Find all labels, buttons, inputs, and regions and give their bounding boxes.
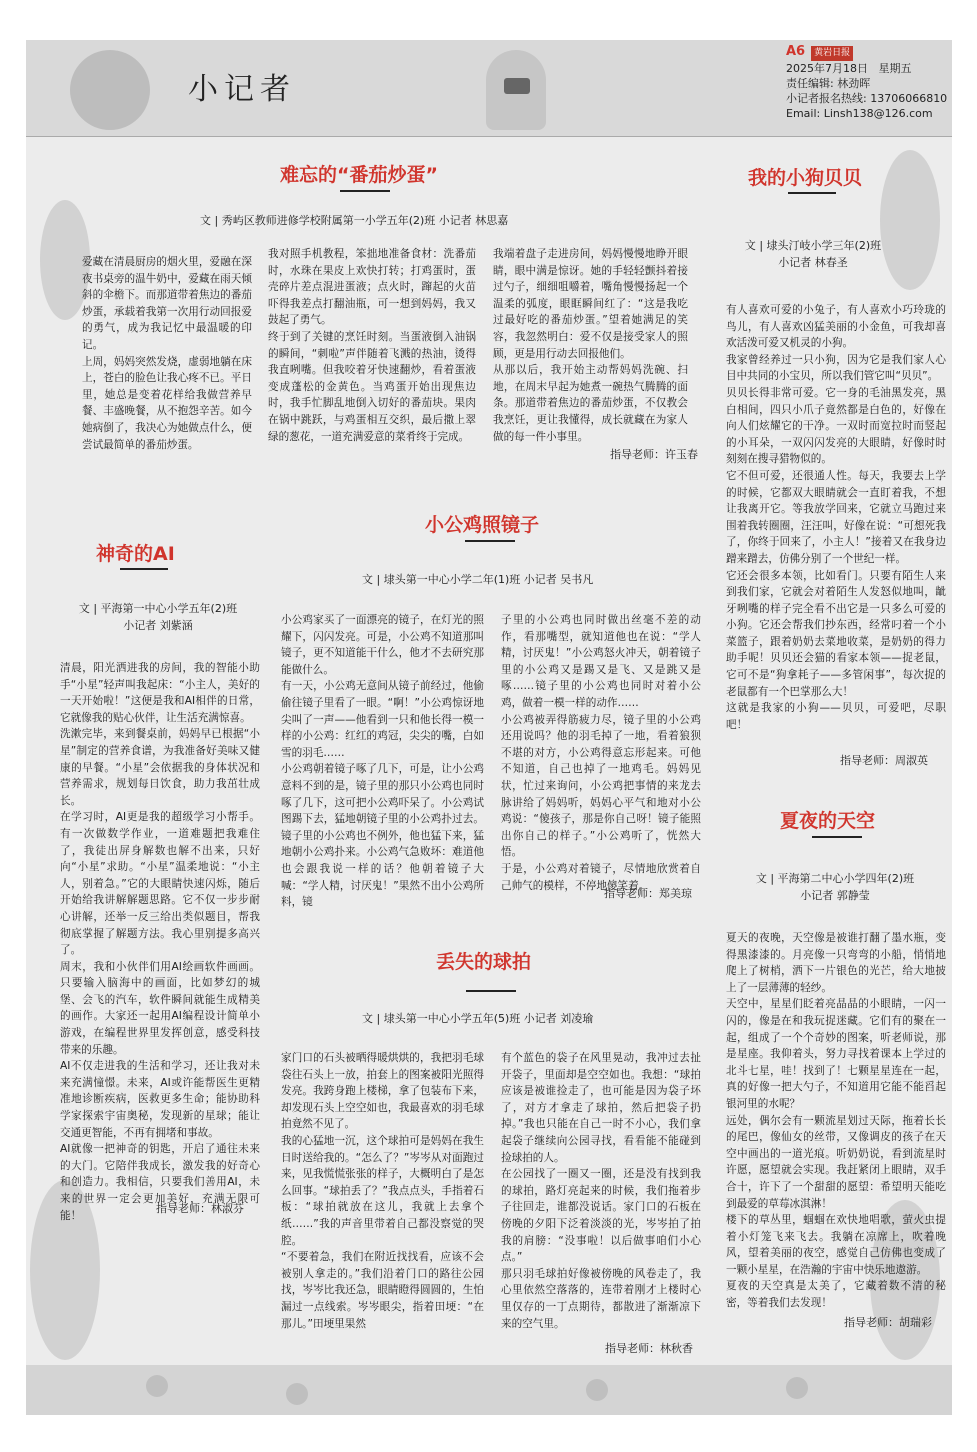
teacher-credit: 指导老师：林秋香 [605, 1342, 693, 1355]
teacher-credit: 指导老师：许玉春 [610, 448, 698, 461]
page-number: A6 [786, 44, 806, 59]
teacher-credit: 指导老师：胡瑞彩 [844, 1316, 932, 1329]
article-column: 小公鸡家买了一面漂亮的镜子，在灯光的照耀下，闪闪发亮。可是，小公鸡不知道那叫镜子，更不知道能干什么，他才不去研究那能做什么。 有一天，小公鸡无意间从镜子前经过，他偷偷往镜子里看了一眼。“啊！”小公鸡惊讶地尖叫了一声——他看到一只和他长得一模一样的小公鸡：红红的鸡冠，尖尖的嘴，白如雪的羽毛…… 小公鸡朝着镜子啄了几下，可是，让小公鸡意料不到的是，镜子里的那只小公鸡也同时啄了几下，这可把小公鸡吓呆了。小公鸡试图踢下去，猛地朝镜子里的小公鸡扑过去。镜子里的小公鸡也不例外，他也猛下来，猛地朝小公鸡扑来。小公鸡气急败坏：难道他也会跟我说一样的话？他朝着镜子大喊：“学人精，讨厌鬼！”果然不出小公鸡所料，镜 [281, 614, 484, 909]
paper-logo: 黄岩日报 [811, 46, 853, 61]
article-title-rooster: 小公鸡照镜子 [425, 514, 540, 536]
article-byline-ai: 文 | 平海第一中心小学五年(2)班 小记者 刘紫涵 [78, 602, 238, 632]
editor-line: 责任编辑: 林劲晖 [786, 77, 871, 90]
title-underline [465, 540, 515, 542]
article-title-tomato: 难忘的“番茄炒蛋” [280, 164, 438, 186]
article-column: 夏天的夜晚，天空像是被谁打翻了墨水瓶，变得黑漆漆的。月亮像一只弯弯的小船，悄悄地爬上了树梢，洒下一片银色的光芒，给大地披上了一层薄薄的轻纱。 天空中，星星们眨着亮晶晶的小眼睛，一闪一闪的，像是在和我玩捉迷藏。它们有的聚在一起，组成了一个个奇妙的图案，听老师说，那是星座。我仰着头，努力寻找着课本上学过的北斗七星，哇！找到了！七颗星星连在一起，真的好像一把大勺子，不知道用它能不能舀起银河里的水呢？ 远处，偶尔会有一颗流星划过天际，拖着长长的尾巴，像仙女的丝带，又像调皮的孩子在天空中画出的一道光痕。听奶奶说，看到流星时许愿，愿望就会实现。我赶紧闭上眼睛，双手合十，许下了一个甜甜的愿望：希望明天能吃到最爱的草莓冰淇淋！ 楼下的草丛里，蝈蝈在欢快地唱歌，萤火虫提着小灯笼飞来飞去。我躺在凉席上，吹着晚风，望着美丽的夜空，感觉自己仿佛也变成了一颗小星星，在浩瀚的宇宙中快乐地遨游。 夏夜的天空真是太美了，它藏着数不清的秘密，等着我们去发现！ [726, 932, 946, 1310]
header-info [786, 44, 976, 121]
teacher-credit: 指导老师：周淑英 [840, 754, 928, 767]
hotline: 小记者报名热线: 13706066810 [786, 92, 948, 105]
page-header [26, 40, 952, 137]
article-column: 家门口的石头被晒得暖烘烘的，我把羽毛球袋往石头上一放，拍套上的图案被阳光照得发亮。我跨身跑上楼梯，拿了包装布下来，却发现石头上空空如也，我最喜欢的羽毛球拍竟然不见了。 我的心猛地一沉，这个球拍可是妈妈在我生日时送给我的。“怎么了？”岑岑从对面跑过来，见我慌慌张张的样子，大概明白了是怎么回事。“球拍丢了？”我点点头，手指着石板：“球拍就放在这儿，我就上去拿个纸……”我的声音里带着自己都没察觉的哭腔。 “不要着急，我们在附近找找看，应该不会被别人拿走的。”我们沿着门口的路往公园找，岑岑比我还急，眼睛瞪得圆圆的，生怕漏过一点线索。岑岑眼尖，指着田埂：“在那儿。”田埂里果然 [281, 1052, 484, 1330]
article-column: 我端着盘子走进房间，妈妈慢慢地睁开眼睛，眼中满是惊讶。她的手轻轻颤抖着接过勺子，细细咀嚼着，嘴角慢慢扬起一个温柔的弧度，眼眶瞬间红了：“这是我吃过最好吃的番茄炒蛋。”望着她满足的笑容，我忽然明白：爱不仅是接受家人的照顾，更是用行动去回报他们。 从那以后，我开始主动帮妈妈洗碗、扫地，在周末早起为她煮一碗热气腾腾的面条。那道带着焦边的番茄炒蛋，不仅教会我烹饪，更让我懂得，成长就藏在为家人做的每一件小事里。 [493, 248, 688, 443]
article-column: 有人喜欢可爱的小兔子，有人喜欢小巧玲珑的鸟儿，有人喜欢凶猛美丽的小金鱼，可我却喜欢活泼可爱又机灵的小狗。 我家曾经养过一只小狗，因为它是我们家人心目中共同的小宝贝，所以我们管它叫“贝贝”。 贝贝长得非常可爱。它一身的毛油黑发亮，黑白相间，四只小爪子竟然都是白色的，好像在向人们炫耀它的干净。一双时而宽拉时而竖起的小耳朵，一双闪闪发亮的大眼睛，好像时时刻刻在搜寻猎物似的。 它不但可爱，还很通人性。每天，我要去上学的时候，它都双大眼睛就会一直盯着我，不想让我离开它。等我放学回来，它就立马跑过来围着我转圈圈，汪汪叫，好像在说：“可想死我了，你终于回来了，小主人！”接着又在我身边蹭来蹭去，仿佛分别了一个世纪一样。 它还会很多本领，比如看门。只要有陌生人来到我们家，它就会对着陌生人发怒似地叫，龇牙咧嘴的样子完全看不出它是一只多么可爱的小狗。它还会帮我们抄东西，经常叼着一个小菜篮子，跟着奶奶去菜地收菜，是奶奶的得力助手呢！贝贝还会猫的看家本领——捉老鼠，它可不是“狗拿耗子——多管闲事”，每次捉的老鼠都有一个巴掌那么大！ 这就是我家的小狗——贝贝，可爱吧，尽职吧！ [726, 304, 946, 731]
footer-decoration [26, 1365, 952, 1415]
issue-date: 2025年7月18日 [786, 62, 868, 75]
article-byline-tomato: 文 | 秀屿区教师进修学校附属第一小学五年(2)班 小记者 林思嘉 [200, 214, 509, 227]
teacher-credit: 指导老师：林淑芬 [156, 1202, 244, 1215]
weekday: 星期五 [878, 62, 912, 75]
teacher-credit: 指导老师：郑美琼 [604, 887, 692, 900]
article-byline-rooster: 文 | 埭头第一中心小学二年(1)班 小记者 吴书凡 [362, 573, 594, 586]
article-byline-dog: 文 | 埭头汀岐小学三年(2)班 小记者 林春圣 [744, 239, 882, 269]
title-underline [466, 990, 516, 992]
email: Email: Linsh138@126.com [786, 107, 933, 120]
article-title-dog: 我的小狗贝贝 [748, 167, 863, 189]
flower-icon [586, 1379, 608, 1401]
article-column: 有个蓝色的袋子在风里晃动，我冲过去扯开袋子，里面却是空空如也。我想：“球拍应该是被谁捡走了，也可能是因为袋子坏了，对方才拿走了球拍，然后把袋子扔掉。”我也只能在自己一时不小心，我们拿起袋子继续向公园寻找，看看能不能碰到捡球拍的人。 在公园找了一圈又一圈，还是没有找到我的球拍，路灯亮起来的时候，我们拖着步子往回走，谁都没说话。家门口的石板在傍晚的夕阳下泛着淡淡的光，岑岑拍了拍我的肩膀：“没事啦！以后做事咱们小心点。” 那只羽毛球拍好像被傍晚的风卷走了，我心里依然空落落的，连带着刚才上楼时心里仅存的一丁点期待，都散进了渐渐凉下来的空气里。 [501, 1052, 701, 1330]
article-column: 爱藏在清晨厨房的烟火里，爱融在深夜书桌旁的温牛奶中，爱藏在雨天倾斜的伞檐下。而那道带着焦边的番茄炒蛋，承载着我第一次用行动回报爱的勇气，成为我记忆中最温暖的印记。 上周，妈妈突然发烧，虚弱地躺在床上，苍白的脸色让我心疼不已。平日里，她总是变着花样给我做营养早餐、丰盛晚餐，从不抱怨辛苦。如今她病倒了，我决心为她做点什么，便尝试最简单的番茄炒蛋。 [82, 256, 252, 451]
camera-icon [504, 78, 530, 94]
title-underline [340, 190, 390, 192]
reporter-mascot-icon [70, 50, 150, 130]
article-title-night: 夏夜的天空 [780, 810, 876, 832]
title-underline [788, 192, 836, 194]
article-column: 清晨，阳光洒进我的房间，我的智能小助手“小星”轻声叫我起床：“小主人，美好的一天开始啦！”这便是我和AI相伴的日常，它就像我的贴心伙伴，让生活充满惊喜。 洗漱完毕，来到餐桌前，妈妈早已根据“小星”制定的营养食谱，为我准备好美味又健康的早餐。“小星”会依据我的身体状况和营养需求，规划每日饮食，助力我茁壮成长。 在学习时，AI更是我的超级学习小帮手。有一次做数学作业，一道难题把我难住了，我徒出屏身解数也解不出来，只好向“小星”求助。“小星”温柔地说：“小主人，别着急。”它的大眼睛快速闪烁，随后开始给我讲解解题思路。它不仅一步步耐心讲解，还举一反三给出类似题目，帮我彻底掌握了解题方法。我心里别提多高兴了。 周末，我和小伙伴们用AI绘画软件画画。只要输入脑海中的画面，比如梦幻的城堡、会飞的汽车，软件瞬间就能生成精美的画作。大家还一起用AI编程设计简单小游戏，在编程世界里发挥创意，感受科技带来的乐趣。 AI不仅走进我的生活和学习，还让我对未来充满憧憬。未来，AI或许能帮医生更精准地诊断疾病，医救更多生命；能协助科学家探索宇宙奥秘，发现新的星球；能让交通更智能，不再有拥堵和事故。 AI就像一把神奇的钥匙，开启了通往未来的大门。它陪伴我成长，激发我的好奇心和创造力。我相信，只要我们善用AI，未来的世界一定会更加美好，充满无限可能！ [60, 662, 260, 1222]
title-underline [812, 836, 862, 838]
article-byline-racket: 文 | 埭头第一中心小学五年(5)班 小记者 刘凌瑜 [362, 1012, 594, 1025]
flower-icon [286, 1383, 308, 1405]
article-byline-night: 文 | 平海第二中心小学四年(2)班 小记者 郭静莹 [755, 872, 915, 902]
title-underline [120, 568, 168, 570]
article-title-racket: 丢失的球拍 [436, 951, 532, 973]
article-column: 我对照手机教程，笨拙地准备食材：洗番茄时，水珠在果皮上欢快打转；打鸡蛋时，蛋壳碎片差点混进蛋液；点火时，蹿起的火苗吓得我差点打翻油瓶，可一想到妈妈，我又鼓起了勇气。 终于到了关键的烹饪时刻。当蛋液倒入油锅的瞬间，“刺啦”声伴随着飞溅的热油，烫得我直咧嘴。但我咬着牙快速翻炒，看着蛋液变成蓬松的金黄色。当鸡蛋开始出现焦边时，我手忙脚乱地倒入切好的番茄块。果肉在锅中跳跃，与鸡蛋相互交织，最后撒上翠绿的葱花，一道充满爱意的菜肴终于完成。 [268, 248, 476, 443]
flower-icon [786, 1377, 808, 1399]
article-column: 子里的小公鸡也同时做出丝毫不差的动作，看那嘴型，就知道他也在说：“学人精，讨厌鬼！”小公鸡怒火冲天，朝着镜子里的小公鸡又是踢又是飞、又是跳又是啄……镜子里的小公鸡也同时对着小公鸡，做着一模一样的动作…… 小公鸡被弄得筋疲力尽，镜子里的小公鸡还用说吗？他的羽毛掉了一地，看着狼狈不堪的对方，小公鸡得意忘形起来。可他不知道，自己也掉了一地鸡毛。妈妈见状，忙过来询问，小公鸡把事情的来龙去脉讲给了妈妈听，妈妈心平气和地对小公鸡说：“傻孩子，那是你自己呀！镜子能照出你自己的样子。”小公鸡听了，恍然大悟。 于是，小公鸡对着镜子，尽情地欣赏着自己帅气的模样，不停地傻笑着。 [501, 614, 701, 892]
article-title-ai: 神奇的AI [96, 543, 175, 565]
section-title: 小记者 [188, 72, 296, 107]
flower-icon [146, 1375, 168, 1397]
